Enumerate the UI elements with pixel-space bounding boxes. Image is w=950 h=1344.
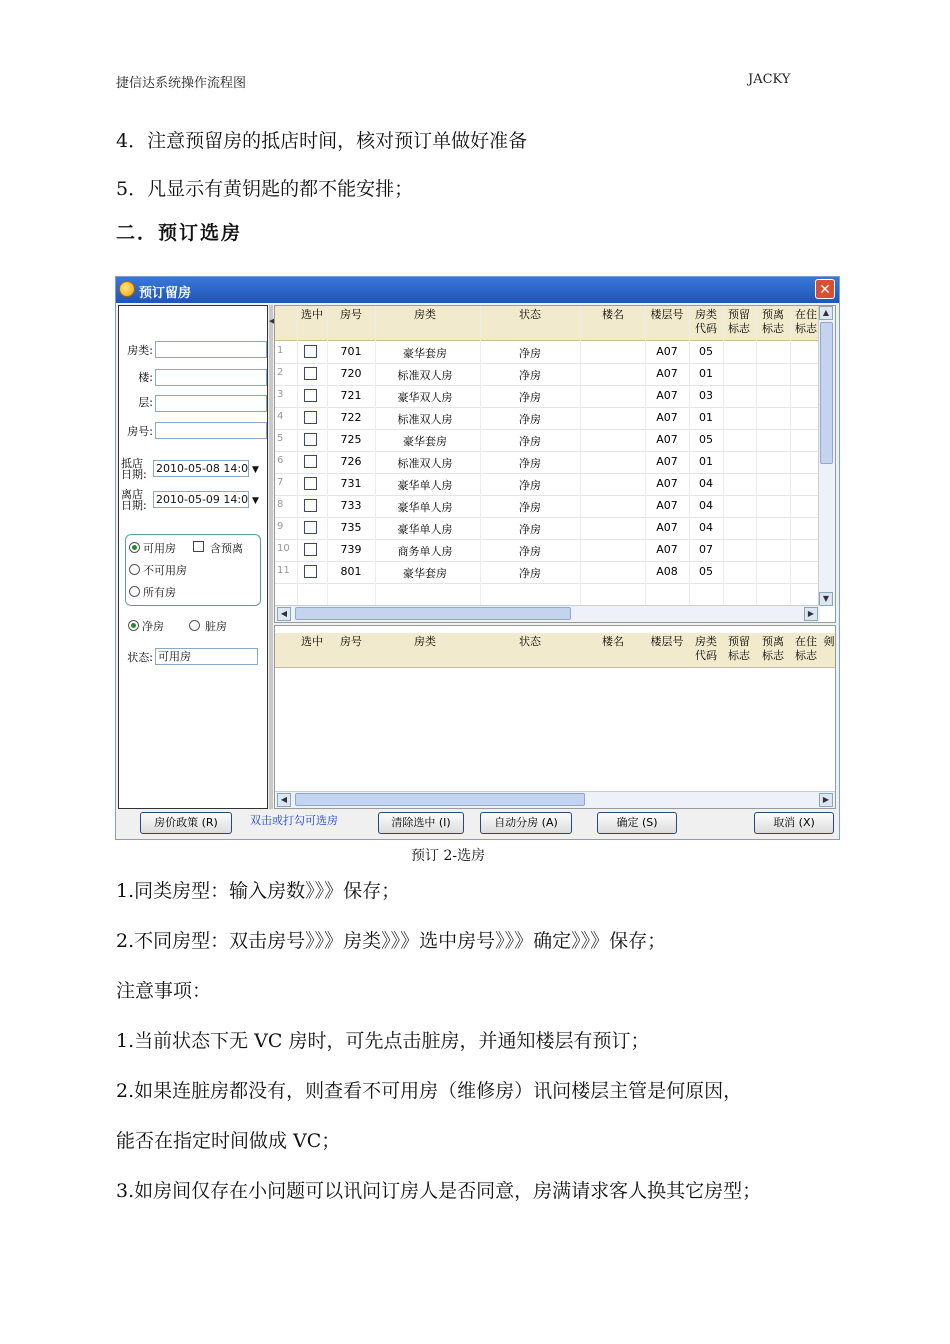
all-rooms-radio[interactable]	[129, 586, 140, 597]
col-building[interactable]: 楼名	[602, 635, 624, 648]
col-selected[interactable]: 选中	[301, 635, 323, 648]
col-inhouse-flag[interactable]: 在住 标志	[795, 308, 817, 335]
cell-type: 标准双人房	[397, 457, 453, 470]
col-status[interactable]: 状态	[519, 635, 541, 648]
cell-status: 净房	[519, 435, 541, 448]
unavailable-radio[interactable]	[129, 564, 140, 575]
row-select-checkbox[interactable]	[304, 543, 317, 556]
body-line-4: 1.当前状态下无 VC 房时，可先点击脏房，并通知楼层有预订；	[116, 1030, 650, 1052]
row-number: 5	[277, 433, 284, 444]
floor-label: 层:	[138, 396, 153, 409]
doc-header-author: JACKY	[748, 72, 791, 87]
cell-type: 标准双人房	[397, 369, 453, 382]
include-departure-label: 含预离	[210, 542, 243, 555]
col-selected[interactable]: 选中	[301, 308, 323, 321]
building-input[interactable]	[155, 369, 267, 386]
cell-room: 735	[340, 521, 362, 534]
dialog-title: 预订留房	[139, 286, 192, 301]
column-divider	[297, 306, 298, 606]
row-select-checkbox[interactable]	[304, 521, 317, 534]
body-line-5: 2.如果连脏房都没有，则查看不可用房（维修房）讯问楼层主管是何原因，	[116, 1080, 743, 1102]
grid-horizontal-scrollbar[interactable]	[275, 605, 820, 622]
col-extra[interactable]: 剣	[823, 635, 835, 648]
col-building[interactable]: 楼名	[602, 308, 624, 321]
selected-grid-header	[275, 633, 835, 668]
row-number: 1	[277, 345, 284, 356]
intro-line-5: 5．凡显示有黄钥匙的都不能安排；	[116, 178, 414, 200]
column-divider	[689, 306, 690, 606]
scroll-left-icon[interactable]: ◀	[277, 607, 291, 621]
vertical-scroll-thumb[interactable]	[820, 322, 833, 464]
cell-floor: A07	[656, 389, 678, 402]
clear-selected-button[interactable]: 清除选中 (I)	[378, 812, 464, 834]
cell-floor: A07	[656, 367, 678, 380]
status-label: 状态:	[127, 651, 153, 664]
figure-caption: 预订 2-选房	[411, 848, 486, 864]
cell-floor: A07	[656, 521, 678, 534]
room-no-label: 房号:	[127, 425, 153, 438]
clean-label: 净房	[142, 620, 164, 633]
dirty-label: 脏房	[205, 620, 227, 633]
pane-splitter[interactable]	[269, 305, 273, 809]
cell-floor: A07	[656, 345, 678, 358]
section-title: 二．预订选房	[116, 222, 243, 244]
cell-status: 净房	[519, 369, 541, 382]
cell-type: 豪华套房	[403, 435, 447, 448]
row-number: 6	[277, 455, 284, 466]
col-floor[interactable]: 楼层号	[650, 635, 684, 648]
cell-floor: A08	[656, 565, 678, 578]
column-divider	[790, 306, 791, 606]
table-row[interactable]	[275, 517, 820, 540]
cell-room: 739	[340, 543, 362, 556]
body-line-1: 1.同类房型：输入房数》》》保存；	[116, 880, 401, 902]
scroll-right-icon[interactable]: ▶	[819, 793, 833, 807]
dialog-titlebar	[116, 277, 839, 303]
col-room-type[interactable]: 房类	[414, 308, 436, 321]
table-row[interactable]	[275, 539, 820, 562]
row-select-checkbox[interactable]	[304, 345, 317, 358]
column-divider	[580, 306, 581, 606]
cell-floor: A07	[656, 543, 678, 556]
table-row[interactable]	[275, 495, 820, 518]
row-number: 8	[277, 499, 284, 510]
availability-group	[125, 534, 261, 606]
cell-status: 净房	[519, 523, 541, 536]
cell-type: 豪华单人房	[397, 523, 453, 536]
column-divider	[756, 306, 757, 606]
table-row[interactable]	[275, 473, 820, 496]
cell-room: 722	[340, 411, 362, 424]
cell-type: 豪华单人房	[397, 479, 453, 492]
column-divider	[327, 306, 328, 606]
clean-radio[interactable]	[128, 620, 139, 631]
table-row[interactable]	[275, 561, 820, 584]
departure-date-input[interactable]: 2010-05-09 14:0	[153, 491, 249, 508]
row-number: 7	[277, 477, 284, 488]
cell-floor: A07	[656, 455, 678, 468]
col-room-no[interactable]: 房号	[340, 635, 362, 648]
cell-room: 801	[340, 565, 362, 578]
table-row[interactable]	[275, 341, 820, 364]
selected-horizontal-scrollbar[interactable]	[275, 791, 835, 808]
column-divider	[645, 306, 646, 606]
cell-room: 731	[340, 477, 362, 490]
column-divider	[723, 306, 724, 606]
scroll-right-icon[interactable]: ▶	[804, 607, 818, 621]
col-reserve-flag[interactable]: 预留 标志	[728, 635, 750, 662]
unavailable-label: 不可用房	[143, 564, 187, 577]
row-select-checkbox[interactable]	[304, 477, 317, 490]
room-type-label: 房类:	[127, 344, 153, 357]
col-room-no[interactable]: 房号	[340, 308, 362, 321]
row-number: 2	[277, 367, 284, 378]
col-type-code[interactable]: 房类 代码	[695, 308, 717, 335]
cell-status: 净房	[519, 545, 541, 558]
body-line-3: 注意事项：	[116, 980, 212, 1002]
close-button[interactable]: ✕	[815, 279, 835, 299]
col-departure-flag[interactable]: 预离 标志	[762, 308, 784, 335]
reservation-room-dialog	[115, 276, 840, 840]
app-icon	[119, 281, 135, 297]
col-departure-flag[interactable]: 预离 标志	[762, 635, 784, 662]
cell-status: 净房	[519, 413, 541, 426]
grid-vertical-scrollbar[interactable]	[818, 306, 835, 606]
grid-header	[275, 306, 835, 341]
cell-room: 725	[340, 433, 362, 446]
available-rooms-grid	[274, 305, 836, 623]
cell-type: 豪华套房	[403, 567, 447, 580]
select-hint: 双击或打勾可选房	[250, 814, 338, 827]
col-inhouse-flag[interactable]: 在住 标志	[795, 635, 817, 662]
cell-floor: A07	[656, 477, 678, 490]
cell-code: 05	[699, 565, 713, 578]
scroll-left-icon[interactable]: ◀	[277, 793, 291, 807]
cell-code: 04	[699, 521, 713, 534]
col-type-code[interactable]: 房类 代码	[695, 635, 717, 662]
row-number: 4	[277, 411, 284, 422]
cell-code: 04	[699, 477, 713, 490]
row-select-checkbox[interactable]	[304, 411, 317, 424]
row-number: 10	[277, 543, 290, 554]
col-reserve-flag[interactable]: 预留 标志	[728, 308, 750, 335]
building-label: 楼:	[138, 371, 153, 384]
row-number: 9	[277, 521, 284, 532]
cell-type: 商务单人房	[397, 545, 453, 558]
arrival-dropdown-icon[interactable]: ▼	[252, 465, 259, 475]
table-row[interactable]	[275, 429, 820, 452]
body-line-6: 能否在指定时间做成 VC；	[116, 1130, 341, 1152]
scroll-down-icon[interactable]: ▼	[819, 592, 833, 606]
cell-floor: A07	[656, 433, 678, 446]
collapse-arrow-icon[interactable]: ◀	[269, 317, 275, 325]
body-line-7: 3.如房间仅存在小问题可以讯问订房人是否同意，房满请求客人换其它房型；	[116, 1180, 762, 1202]
cell-code: 01	[699, 411, 713, 424]
cancel-button[interactable]: 取消 (X)	[754, 812, 834, 834]
cell-code: 01	[699, 455, 713, 468]
scroll-up-icon[interactable]: ▲	[819, 306, 833, 320]
cell-status: 净房	[519, 457, 541, 470]
cell-type: 豪华双人房	[397, 391, 453, 404]
col-floor[interactable]: 楼层号	[650, 308, 684, 321]
room-no-input[interactable]	[155, 422, 267, 439]
all-rooms-label: 所有房	[143, 586, 176, 599]
row-select-checkbox[interactable]	[304, 389, 317, 402]
include-departure-checkbox[interactable]	[193, 541, 204, 552]
cell-code: 05	[699, 345, 713, 358]
cell-status: 净房	[519, 567, 541, 580]
cell-type: 豪华单人房	[397, 501, 453, 514]
departure-dropdown-icon[interactable]: ▼	[252, 496, 259, 506]
ok-button[interactable]: 确定 (S)	[597, 812, 677, 834]
status-input[interactable]: 可用房	[155, 648, 258, 665]
cell-type: 豪华套房	[403, 347, 447, 360]
arrival-date-input[interactable]: 2010-05-08 14:0	[153, 460, 249, 477]
cell-status: 净房	[519, 479, 541, 492]
row-select-checkbox[interactable]	[304, 367, 317, 380]
room-type-input[interactable]	[155, 341, 267, 358]
table-row[interactable]	[275, 385, 820, 408]
rate-policy-button[interactable]: 房价政策 (R)	[140, 812, 232, 834]
row-select-checkbox[interactable]	[304, 499, 317, 512]
cell-room: 701	[340, 345, 362, 358]
column-divider	[375, 306, 376, 606]
dirty-radio[interactable]	[189, 620, 200, 631]
horizontal-scroll-thumb[interactable]	[295, 793, 585, 806]
cell-room: 720	[340, 367, 362, 380]
cell-code: 01	[699, 367, 713, 380]
cell-room: 721	[340, 389, 362, 402]
arrival-label: 抵店日期:	[121, 457, 147, 481]
table-row[interactable]	[275, 407, 820, 430]
floor-input[interactable]	[155, 395, 267, 412]
row-select-checkbox[interactable]	[304, 455, 317, 468]
cell-status: 净房	[519, 391, 541, 404]
table-row[interactable]	[275, 363, 820, 386]
filter-panel	[118, 305, 268, 809]
cell-code: 03	[699, 389, 713, 402]
available-label: 可用房	[143, 542, 176, 555]
intro-line-4: 4．注意预留房的抵店时间，核对预订单做好准备	[116, 130, 528, 152]
row-select-checkbox[interactable]	[304, 433, 317, 446]
col-room-type[interactable]: 房类	[414, 635, 436, 648]
cell-code: 05	[699, 433, 713, 446]
doc-header-title: 捷信达系统操作流程图	[116, 76, 247, 91]
cell-floor: A07	[656, 499, 678, 512]
body-line-2: 2.不同房型：双击房号》》》房类》》》选中房号》》》确定》》》保存；	[116, 930, 667, 952]
column-divider	[480, 306, 481, 606]
cell-status: 净房	[519, 501, 541, 514]
cell-room: 733	[340, 499, 362, 512]
row-number: 11	[277, 565, 290, 576]
cell-code: 04	[699, 499, 713, 512]
row-select-checkbox[interactable]	[304, 565, 317, 578]
selected-rooms-grid	[274, 625, 836, 809]
cell-code: 07	[699, 543, 713, 556]
cell-type: 标准双人房	[397, 413, 453, 426]
cell-room: 726	[340, 455, 362, 468]
table-row[interactable]	[275, 451, 820, 474]
cell-floor: A07	[656, 411, 678, 424]
auto-assign-button[interactable]: 自动分房 (A)	[480, 812, 572, 834]
cell-status: 净房	[519, 347, 541, 360]
col-status[interactable]: 状态	[519, 308, 541, 321]
available-radio[interactable]	[129, 542, 140, 553]
horizontal-scroll-thumb[interactable]	[295, 607, 571, 620]
row-number: 3	[277, 389, 284, 400]
departure-label: 离店日期:	[121, 488, 147, 512]
